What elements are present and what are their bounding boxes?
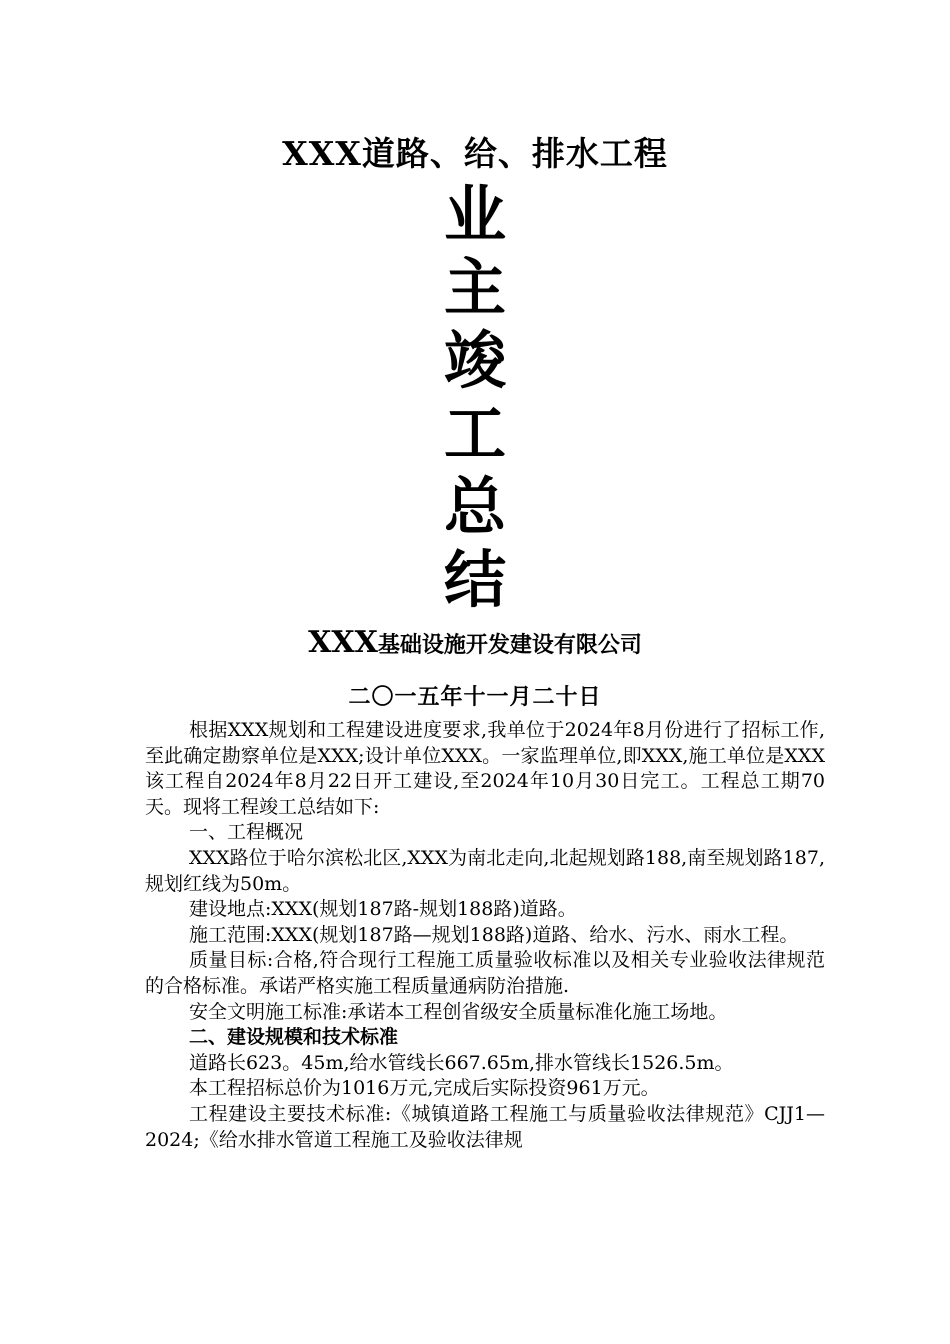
paragraph: 工程建设主要技术标准:《城镇道路工程施工与质量验收法律规范》CJJ1—2024;《给水排水管道工程施工及验收法律规	[145, 1102, 825, 1151]
big-title-char: 竣	[443, 324, 506, 397]
big-title-char: 结	[443, 543, 506, 616]
big-title	[0, 178, 950, 616]
paragraph: 施工范围:XXX(规划187路—规划188路)道路、给水、污水、雨水工程。	[189, 923, 799, 946]
company-name	[0, 625, 950, 660]
paragraph: 安全文明施工标准:承诺本工程创省级安全质量标准化施工场地。	[189, 1000, 728, 1023]
paragraph: 建设地点:XXX(规划187路-规划188路)道路。	[189, 898, 577, 921]
document-date: 二〇一五年十一月二十日	[348, 684, 602, 710]
company-prefix: XXX	[308, 625, 378, 660]
paragraph: 质量目标:合格,符合现行工程施工质量验收标准以及相关专业验收法律规范的合格标准。承诺严格实施工程质量通病防治措施.	[145, 949, 825, 997]
big-title-char: 总	[443, 470, 506, 543]
paragraph: 本工程招标总价为1016万元,完成后实际投资961万元。	[189, 1077, 660, 1100]
company-rest: 基础设施开发建设有限公司	[377, 632, 642, 658]
paragraph: XXX路位于哈尔滨松北区,XXX为南北走向,北起规划路188,南至规划路187,规划红线为50m。	[145, 846, 825, 895]
big-title-char: 工	[443, 397, 506, 470]
paragraph: 道路长623。45m,给水管线长667.65m,排水管线长1526.5m。	[189, 1051, 734, 1074]
big-title-char: 业	[443, 178, 506, 251]
section-heading-scale: 二、建设规模和技术标准	[189, 1026, 399, 1049]
section-heading-overview: 一、工程概况	[189, 821, 304, 844]
body-text	[145, 718, 825, 1153]
paragraph: 根据XXX规划和工程建设进度要求,我单位于2024年8月份进行了招标工作,至此确定勘察单位是XXX;设计单位XXX。一家监理单位,即XXX,施工单位是XXX该工程自2024年8月22日开工建设,至2024年10月30日完工。工程总工期70天。现将工程竣工总结如下:	[145, 719, 825, 818]
big-title-char: 主	[443, 251, 506, 324]
project-title: XXX道路、给、排水工程	[282, 134, 668, 173]
